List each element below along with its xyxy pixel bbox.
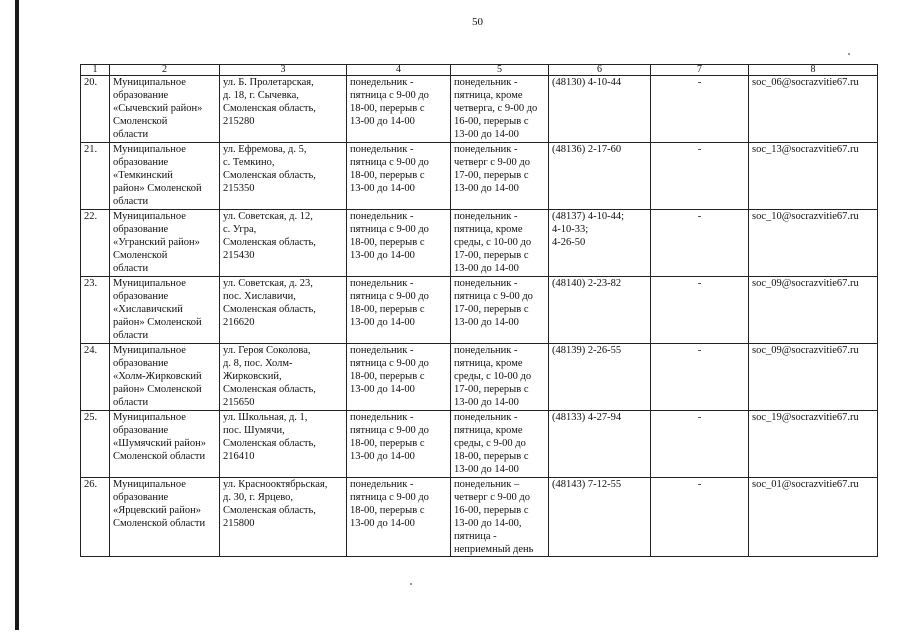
email-address: soc_19@socrazvitie67.ru xyxy=(749,411,878,478)
address: ул. Краснооктябрьская, д. 30, г. Ярцево, Смоленская область, 215800 xyxy=(220,478,347,557)
header-cell: 1 xyxy=(81,65,110,76)
row-number: 22. xyxy=(81,210,110,277)
email-address: soc_13@socrazvitie67.ru xyxy=(749,143,878,210)
address: ул. Героя Соколова, д. 8, пос. Холм- Жирковский, Смоленская область, 215650 xyxy=(220,344,347,411)
column-number-header xyxy=(81,65,878,76)
municipality-name: Муниципальное образование «Холм-Жирковский район» Смоленской области xyxy=(110,344,220,411)
column-7-value: - xyxy=(651,76,749,143)
column-7-value: - xyxy=(651,411,749,478)
reception-hours: понедельник - пятница, кроме среды, с 10-00 до 17-00, перерыв с 13-00 до 14-00 xyxy=(451,344,549,411)
municipality-name: Муниципальное образование «Темкинский район» Смоленской области xyxy=(110,143,220,210)
address: ул. Б. Пролетарская, д. 18, г. Сычевка, Смоленская область, 215280 xyxy=(220,76,347,143)
working-hours: понедельник - пятница с 9-00 до 18-00, перерыв с 13-00 до 14-00 xyxy=(347,143,451,210)
working-hours: понедельник - пятница с 9-00 до 18-00, перерыв с 13-00 до 14-00 xyxy=(347,478,451,557)
column-7-value: - xyxy=(651,143,749,210)
row-number: 25. xyxy=(81,411,110,478)
scan-speck xyxy=(848,53,850,55)
email-address: soc_01@socrazvitie67.ru xyxy=(749,478,878,557)
email-address: soc_09@socrazvitie67.ru xyxy=(749,277,878,344)
page-number: 50 xyxy=(472,16,483,28)
phone-number: (48143) 7-12-55 xyxy=(549,478,651,557)
reception-hours: понедельник - пятница, кроме среды, с 10-00 до 17-00, перерыв с 13-00 до 14-00 xyxy=(451,210,549,277)
contacts-table xyxy=(80,64,878,557)
table-row xyxy=(81,344,878,411)
header-cell: 5 xyxy=(451,65,549,76)
reception-hours: понедельник - пятница, кроме четверга, с 9-00 до 16-00, перерыв с 13-00 до 14-00 xyxy=(451,76,549,143)
header-cell: 2 xyxy=(110,65,220,76)
municipality-name: Муниципальное образование «Шумячский район» Смоленской области xyxy=(110,411,220,478)
header-cell: 8 xyxy=(749,65,878,76)
phone-number: (48133) 4-27-94 xyxy=(549,411,651,478)
row-number: 23. xyxy=(81,277,110,344)
email-address: soc_10@socrazvitie67.ru xyxy=(749,210,878,277)
working-hours: понедельник - пятница с 9-00 до 18-00, перерыв с 13-00 до 14-00 xyxy=(347,411,451,478)
municipality-name: Муниципальное образование «Хиславичский район» Смоленской области xyxy=(110,277,220,344)
phone-number: (48130) 4-10-44 xyxy=(549,76,651,143)
email-address: soc_06@socrazvitie67.ru xyxy=(749,76,878,143)
row-number: 26. xyxy=(81,478,110,557)
municipality-name: Муниципальное образование «Угранский район» Смоленской области xyxy=(110,210,220,277)
table-row xyxy=(81,277,878,344)
phone-number: (48137) 4-10-44; 4-10-33; 4-26-50 xyxy=(549,210,651,277)
working-hours: понедельник - пятница с 9-00 до 18-00, перерыв с 13-00 до 14-00 xyxy=(347,76,451,143)
column-7-value: - xyxy=(651,210,749,277)
table-row xyxy=(81,411,878,478)
reception-hours: понедельник - пятница с 9-00 до 17-00, перерыв с 13-00 до 14-00 xyxy=(451,277,549,344)
header-cell: 7 xyxy=(651,65,749,76)
header-cell: 3 xyxy=(220,65,347,76)
header-cell: 4 xyxy=(347,65,451,76)
working-hours: понедельник - пятница с 9-00 до 18-00, перерыв с 13-00 до 14-00 xyxy=(347,210,451,277)
address: ул. Советская, д. 23, пос. Хиславичи, Смоленская область, 216620 xyxy=(220,277,347,344)
working-hours: понедельник - пятница с 9-00 до 18-00, перерыв с 13-00 до 14-00 xyxy=(347,277,451,344)
phone-number: (48139) 2-26-55 xyxy=(549,344,651,411)
column-7-value: - xyxy=(651,277,749,344)
table-row xyxy=(81,143,878,210)
table-row xyxy=(81,76,878,143)
column-7-value: - xyxy=(651,344,749,411)
row-number: 24. xyxy=(81,344,110,411)
row-number: 21. xyxy=(81,143,110,210)
table-row xyxy=(81,478,878,557)
email-address: soc_09@socrazvitie67.ru xyxy=(749,344,878,411)
reception-hours: понедельник – четверг с 9-00 до 16-00, перерыв с 13-00 до 14-00, пятница - неприемный день xyxy=(451,478,549,557)
scan-edge-bar xyxy=(15,0,19,630)
reception-hours: понедельник - четверг с 9-00 до 17-00, перерыв с 13-00 до 14-00 xyxy=(451,143,549,210)
header-cell: 6 xyxy=(549,65,651,76)
working-hours: понедельник - пятница с 9-00 до 18-00, перерыв с 13-00 до 14-00 xyxy=(347,344,451,411)
reception-hours: понедельник - пятница, кроме среды, с 9-00 до 18-00, перерыв с 13-00 до 14-00 xyxy=(451,411,549,478)
address: ул. Ефремова, д. 5, с. Темкино, Смоленская область, 215350 xyxy=(220,143,347,210)
address: ул. Советская, д. 12, с. Угра, Смоленская область, 215430 xyxy=(220,210,347,277)
table-row xyxy=(81,210,878,277)
row-number: 20. xyxy=(81,76,110,143)
phone-number: (48140) 2-23-82 xyxy=(549,277,651,344)
scan-speck xyxy=(410,583,412,585)
column-7-value: - xyxy=(651,478,749,557)
municipality-name: Муниципальное образование «Сычевский район» Смоленской области xyxy=(110,76,220,143)
phone-number: (48136) 2-17-60 xyxy=(549,143,651,210)
address: ул. Школьная, д. 1, пос. Шумячи, Смоленская область, 216410 xyxy=(220,411,347,478)
municipality-name: Муниципальное образование «Ярцевский район» Смоленской области xyxy=(110,478,220,557)
